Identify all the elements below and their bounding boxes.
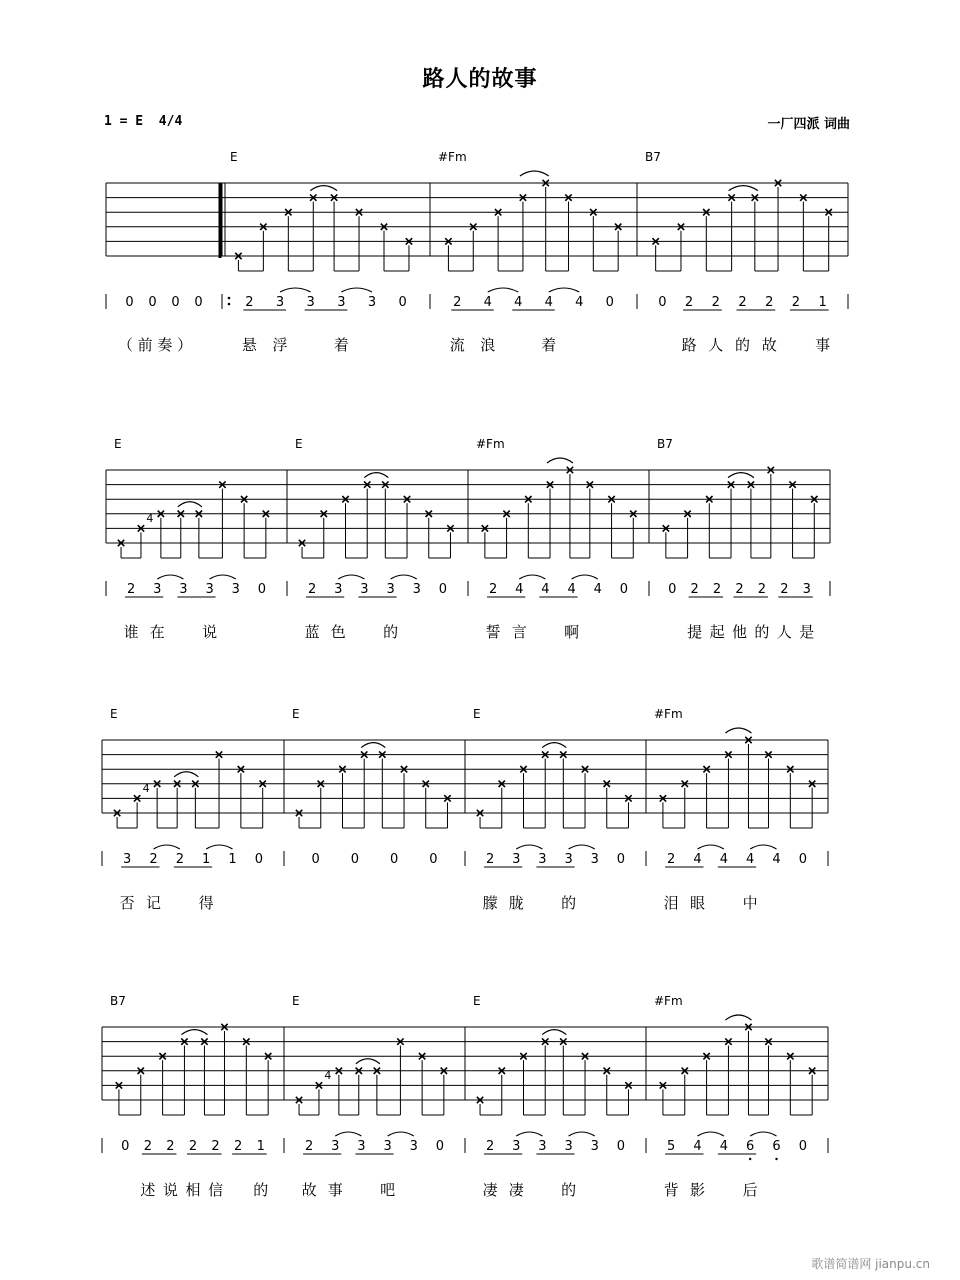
lyric-char: 记 — [145, 894, 162, 912]
jianpu-note: 0 — [311, 852, 320, 867]
chord-label: #Fm — [654, 707, 683, 721]
note-tie — [569, 845, 595, 849]
jianpu-note: 2 — [738, 295, 747, 310]
jianpu-note: 2 — [211, 1139, 220, 1154]
note-tie — [569, 1132, 595, 1136]
jianpu-note: 0 — [398, 295, 407, 310]
jianpu-note: 4 — [544, 295, 553, 310]
repeat-dot — [228, 297, 231, 300]
author-credit: 一厂四派 词曲 — [767, 117, 850, 132]
key-signature: 1 = E 4/4 — [104, 114, 183, 129]
jianpu-note: 1 — [228, 852, 237, 867]
jianpu-note: 3 — [590, 1139, 599, 1154]
jianpu-note: 2 — [143, 1139, 152, 1154]
note-tie — [516, 845, 542, 849]
chord-label: #Fm — [654, 994, 683, 1008]
fret-number: 4 — [324, 1069, 332, 1083]
note-tie — [335, 1132, 361, 1136]
jianpu-note: 0 — [121, 1139, 130, 1154]
note-tie — [750, 1132, 776, 1136]
note-tie — [572, 575, 598, 579]
note-tie — [338, 575, 364, 579]
lyric-char: 是 — [799, 623, 815, 641]
jianpu-note: 1 — [202, 852, 211, 867]
note-tie — [210, 575, 236, 579]
lyric-char: 眼 — [689, 894, 706, 912]
jianpu-note: 4 — [772, 852, 781, 867]
chord-label: B7 — [110, 994, 126, 1008]
jianpu-note: 6 — [746, 1139, 755, 1154]
lyric-char: 的 — [253, 1181, 269, 1199]
jianpu-note: 0 — [605, 295, 614, 310]
jianpu-note: 3 — [357, 1139, 366, 1154]
lyric-char: 流 — [449, 336, 465, 354]
jianpu-note: 4 — [514, 295, 523, 310]
lyric-char: 悬 — [241, 336, 257, 354]
measure — [125, 295, 202, 310]
jianpu-note: 3 — [512, 852, 521, 867]
jianpu-note: 0 — [668, 582, 677, 597]
jianpu-note: 0 — [798, 852, 807, 867]
lyric-char: 谁 — [123, 623, 139, 641]
tie-arc — [725, 1015, 751, 1020]
tie-arc — [542, 743, 566, 748]
jianpu-note: 3 — [386, 582, 395, 597]
jianpu-note: 3 — [337, 295, 346, 310]
lyric-char: 路 — [681, 336, 697, 354]
note-tie — [341, 288, 372, 292]
tie-arc — [728, 473, 754, 478]
lyric-char: 泪 — [663, 894, 679, 912]
intro-lyric: （ 前 奏 ） — [117, 336, 193, 354]
chord-label: #Fm — [476, 437, 505, 451]
chord-label: #Fm — [438, 150, 467, 164]
jianpu-note: 0 — [619, 582, 629, 597]
measure — [438, 150, 621, 354]
lyric-char: 后 — [742, 1181, 758, 1199]
jianpu-note: 0 — [798, 1139, 807, 1154]
jianpu-note: 2 — [485, 852, 495, 867]
lyric-char: 胧 — [508, 894, 524, 912]
chord-label: E — [110, 707, 118, 721]
note-tie — [516, 1132, 542, 1136]
jianpu-note: 2 — [175, 852, 184, 867]
lyric-char: 誓 — [485, 623, 501, 641]
lyric-char: 故 — [761, 336, 777, 354]
tie-arc — [520, 171, 549, 176]
lyric-char: 人 — [708, 336, 724, 354]
jianpu-note: 2 — [488, 582, 498, 597]
jianpu-note: 2 — [735, 582, 744, 597]
tie-arc — [725, 728, 751, 733]
lyric-char: 浪 — [480, 336, 496, 354]
tie-arc — [356, 1059, 380, 1064]
jianpu-note: 2 — [485, 1139, 495, 1154]
jianpu-note: 6 — [772, 1139, 781, 1154]
chord-label: E — [114, 437, 122, 451]
measure — [230, 150, 412, 354]
jianpu-note: 0 — [171, 295, 180, 310]
lyric-char: 背 — [663, 1181, 679, 1199]
chord-label: E — [292, 707, 300, 721]
chord-label: B7 — [657, 437, 673, 451]
lyric-char: 在 — [149, 623, 165, 641]
jianpu-note: 3 — [590, 852, 599, 867]
measure — [476, 437, 636, 641]
jianpu-note: 3 — [383, 1139, 392, 1154]
lyric-char: 中 — [742, 894, 758, 912]
jianpu-note: 3 — [306, 295, 315, 310]
note-tie — [519, 575, 545, 579]
measure — [292, 994, 447, 1199]
jianpu-note: 2 — [780, 582, 789, 597]
measure — [645, 150, 832, 354]
lyric-char: 提 — [687, 623, 703, 641]
jianpu-note: 2 — [690, 582, 699, 597]
tie-arc — [542, 1030, 566, 1035]
tie-arc — [310, 186, 337, 191]
lyric-char: 述 — [140, 1181, 156, 1199]
tie-arc — [178, 502, 202, 507]
jianpu-note: 3 — [153, 582, 162, 597]
jianpu-note: 3 — [179, 582, 188, 597]
jianpu-note: 2 — [453, 295, 462, 310]
chord-label: E — [230, 150, 238, 164]
watermark: 歌谱简谱网 jianpu.cn — [811, 1257, 930, 1271]
lyric-char: 否 — [119, 894, 135, 912]
jianpu-note: 3 — [538, 852, 547, 867]
chord-label: B7 — [645, 150, 661, 164]
note-tie — [391, 575, 417, 579]
note-tie — [750, 845, 776, 849]
lyric-char: 的 — [561, 1181, 577, 1199]
tie-arc — [174, 772, 198, 777]
lyric-char: 的 — [754, 623, 770, 641]
jianpu-note: 3 — [409, 1139, 418, 1154]
jianpu-note: 2 — [765, 295, 774, 310]
jianpu-note: 3 — [802, 582, 811, 597]
lyric-char: 的 — [734, 336, 751, 354]
fret-number: 4 — [142, 782, 150, 796]
lyric-char: 事 — [815, 336, 831, 354]
lyric-char: 凄 — [482, 1181, 498, 1199]
note-tie — [280, 288, 311, 292]
jianpu-note: 2 — [791, 295, 801, 310]
lyric-char: 色 — [330, 623, 346, 641]
chord-label: E — [473, 994, 481, 1008]
lyric-char: 相 — [185, 1181, 201, 1199]
jianpu-note: 3 — [564, 852, 573, 867]
tie-arc — [364, 473, 388, 478]
tie-arc — [547, 458, 573, 463]
note-tie — [154, 845, 180, 849]
jianpu-note: 5 — [667, 1139, 676, 1154]
jianpu-note: 0 — [616, 1139, 626, 1154]
lyric-char: 影 — [689, 1181, 706, 1199]
jianpu-note: 2 — [667, 852, 676, 867]
jianpu-note: 2 — [188, 1139, 198, 1154]
jianpu-note: 3 — [367, 295, 377, 310]
jianpu-note: 2 — [304, 1139, 314, 1154]
jianpu-note: 3 — [205, 582, 214, 597]
song-title: 路人的故事 — [422, 66, 538, 92]
chord-label: E — [473, 707, 481, 721]
measure — [292, 707, 451, 867]
jianpu-note: 0 — [350, 852, 360, 867]
lyric-char: 故 — [301, 1181, 317, 1199]
jianpu-note: 3 — [360, 582, 369, 597]
jianpu-note: 0 — [435, 1139, 445, 1154]
lyric-char: 说 — [202, 623, 218, 641]
measure — [110, 994, 271, 1199]
measure — [473, 994, 632, 1199]
jianpu-note: 0 — [254, 852, 263, 867]
measure — [657, 437, 817, 641]
lyric-char: 人 — [776, 623, 792, 641]
lyric-char: 得 — [198, 894, 214, 912]
jianpu-note: 4 — [719, 852, 728, 867]
jianpu-note: 0 — [429, 852, 438, 867]
jianpu-note: 4 — [567, 582, 576, 597]
lyric-char: 吧 — [380, 1181, 396, 1199]
note-tie — [698, 1132, 724, 1136]
measure — [295, 437, 454, 641]
jianpu-note: 2 — [711, 295, 720, 310]
jianpu-note: 0 — [125, 295, 134, 310]
jianpu-note: 0 — [257, 582, 267, 597]
note-tie — [488, 288, 519, 292]
jianpu-note: 4 — [719, 1139, 728, 1154]
tie-arc — [181, 1030, 207, 1035]
jianpu-note: 1 — [818, 295, 827, 310]
lyric-char: 信 — [208, 1181, 224, 1199]
jianpu-note: 2 — [149, 852, 158, 867]
lyric-char: 的 — [383, 623, 399, 641]
jianpu-note: 4 — [593, 582, 602, 597]
lyric-char: 事 — [327, 1181, 343, 1199]
lyric-char: 的 — [561, 894, 577, 912]
jianpu-note: 4 — [515, 582, 524, 597]
jianpu-note: 3 — [512, 1139, 521, 1154]
jianpu-note: 2 — [166, 1139, 175, 1154]
lyric-char: 啊 — [564, 623, 580, 641]
jianpu-note: 0 — [616, 852, 626, 867]
jianpu-note: 2 — [126, 582, 136, 597]
tie-arc — [361, 743, 385, 748]
jianpu-note: 0 — [148, 295, 157, 310]
lyric-char: 起 — [709, 623, 725, 641]
jianpu-note: 3 — [538, 1139, 547, 1154]
lyric-char: 浮 — [272, 336, 288, 354]
jianpu-note: 1 — [256, 1139, 265, 1154]
lyric-char: 言 — [511, 623, 527, 641]
measure — [654, 707, 815, 912]
jianpu-note: 4 — [693, 1139, 702, 1154]
note-tie — [206, 845, 232, 849]
jianpu-note: 3 — [275, 295, 285, 310]
lyric-char: 凄 — [508, 1181, 524, 1199]
measure — [114, 437, 269, 641]
jianpu-note: 2 — [684, 295, 694, 310]
lyric-char: 着 — [541, 336, 557, 354]
tie-arc — [729, 186, 758, 191]
note-tie — [157, 575, 183, 579]
jianpu-note: 0 — [658, 295, 667, 310]
jianpu-note: 4 — [746, 852, 755, 867]
jianpu-note: 2 — [757, 582, 767, 597]
jianpu-note: 0 — [194, 295, 203, 310]
lyric-char: 说 — [162, 1181, 178, 1199]
measure — [110, 707, 266, 912]
jianpu-note: 4 — [575, 295, 584, 310]
jianpu-note: 4 — [693, 852, 702, 867]
note-tie — [698, 845, 724, 849]
jianpu-note: 3 — [123, 852, 132, 867]
jianpu-note: 3 — [412, 582, 421, 597]
low-octave-dot — [775, 1158, 777, 1160]
note-tie — [549, 288, 580, 292]
jianpu-note: 2 — [234, 1139, 243, 1154]
lyric-char: 蓝 — [304, 623, 320, 641]
jianpu-note: 3 — [334, 582, 343, 597]
chord-label: E — [292, 994, 300, 1008]
measure — [473, 707, 632, 912]
jianpu-note: 2 — [712, 582, 722, 597]
low-octave-dot — [749, 1158, 751, 1160]
lyric-char: 着 — [333, 336, 349, 354]
jianpu-note: 3 — [331, 1139, 340, 1154]
repeat-dot — [228, 303, 231, 306]
jianpu-note: 0 — [389, 852, 399, 867]
jianpu-note: 2 — [307, 582, 317, 597]
measure — [654, 994, 815, 1199]
lyric-char: 朦 — [482, 894, 498, 912]
note-tie — [388, 1132, 414, 1136]
jianpu-note: 4 — [483, 295, 492, 310]
chord-label: E — [295, 437, 303, 451]
fret-number: 4 — [146, 512, 154, 526]
jianpu-note: 4 — [541, 582, 550, 597]
jianpu-note: 3 — [231, 582, 240, 597]
lyric-char: 他 — [731, 623, 748, 641]
jianpu-note: 2 — [245, 295, 254, 310]
jianpu-note: 3 — [564, 1139, 573, 1154]
jianpu-note: 0 — [438, 582, 448, 597]
